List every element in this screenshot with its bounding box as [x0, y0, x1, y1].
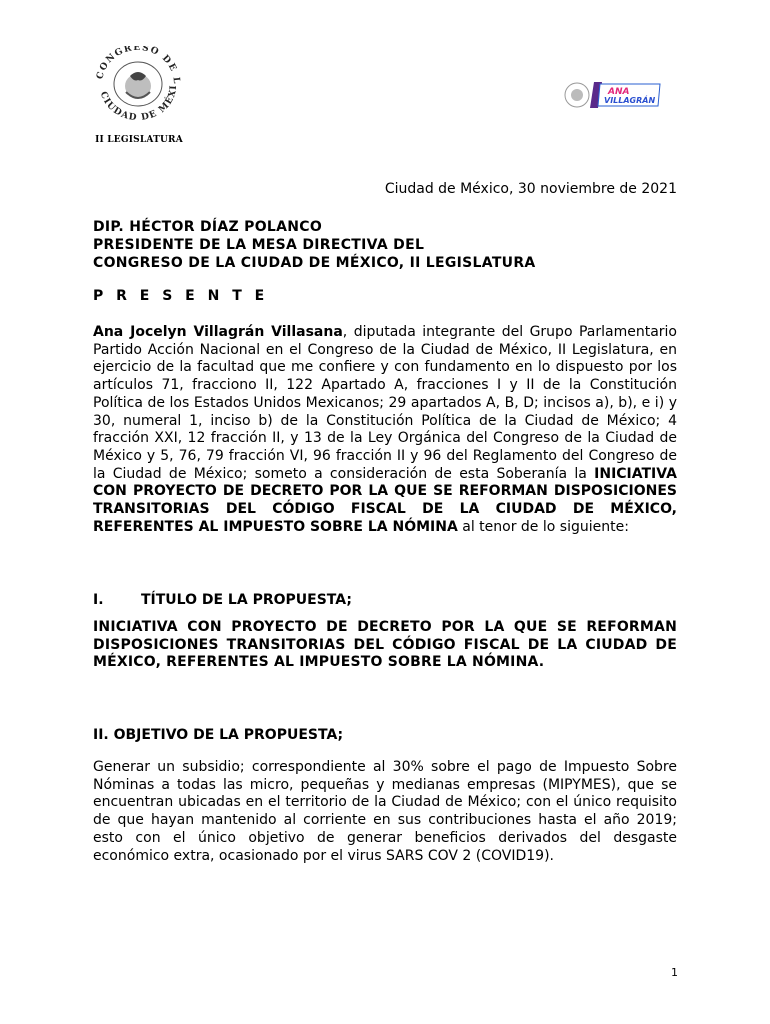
- section-1-number: I.: [93, 592, 104, 608]
- addressee-name: DIP. HÉCTOR DÍAZ POLANCO: [93, 219, 323, 235]
- svg-text:CIUDAD DE MÉXICO: CIUDAD DE MÉXI: [97, 84, 180, 122]
- logo-text-villagran: VILLAGRÁN: [604, 96, 656, 105]
- initiative-name: INICIATIVA CON PROYECTO DE DECRETO POR LA QUE SE REFORMAN DISPOSICIONES TRANSITORIAS DEL CÓDIGO FISCAL DE LA CIUDAD DE MÉXICO, REFERENTES AL IMPUESTO SOBRE LA NÓMINA: [93, 465, 677, 535]
- presente-heading: P R E S E N T E: [93, 288, 269, 304]
- intro-tail: al tenor de lo siguiente:: [457, 518, 629, 535]
- section-2-heading: II. OBJETIVO DE LA PROPUESTA;: [93, 727, 344, 743]
- congress-seal-logo: [92, 46, 184, 122]
- addressee-role: PRESIDENTE DE LA MESA DIRECTIVA DEL: [93, 237, 425, 253]
- page-number: 1: [671, 966, 678, 979]
- section-1-heading: [93, 592, 352, 608]
- ana-villagran-logo: [562, 78, 662, 112]
- legislature-label: II LEGISLATURA: [95, 135, 183, 145]
- section-1-title: TÍTULO DE LA PROPUESTA;: [141, 592, 352, 608]
- addressee-block: [93, 218, 536, 272]
- addressee-institution: CONGRESO DE LA CIUDAD DE MÉXICO, II LEGISLATURA: [93, 255, 536, 271]
- intro-paragraph: [93, 324, 677, 536]
- svg-text:CONGRESO DE LA: CONGRESO DE L: [95, 46, 182, 86]
- proposal-title: INICIATIVA CON PROYECTO DE DECRETO POR LA QUE SE REFORMAN DISPOSICIONES TRANSITORIAS DEL CÓDIGO FISCAL DE LA CIUDAD DE MÉXICO, REFERENTES AL IMPUESTO SOBRE LA NÓMINA.: [93, 619, 677, 671]
- author-name: Ana Jocelyn Villagrán Villasana: [93, 324, 343, 340]
- document-date: Ciudad de México, 30 noviembre de 2021: [384, 181, 677, 197]
- objective-paragraph: Generar un subsidio; correspondiente al 30% sobre el pago de Impuesto Sobre Nóminas a todas las micro, pequeñas y medianas empresas (MIPYMES), que se encuentran ubicadas en el territorio de la Ciudad de México; con el único requisito de que hayan mantenido al corriente en sus contribuciones hasta el año 2019; esto con el único objetivo de generar beneficios derivados del desgaste económico extra, ocasionado por el virus SARS COV 2 (COVID19).: [93, 759, 677, 864]
- logo-text-ana: ANA: [608, 87, 630, 97]
- intro-body: , diputada integrante del Grupo Parlamentario Partido Acción Nacional en el Congreso de la Ciudad de México, II Legislatura, en ejercicio de la facultad que me confiere y con fundamento en lo dispuesto por los artículos 71, fracciono II, 122 Apartado A, fracciones I y II de la Constitución Política de los Estados Unidos Mexicanos; 29 apartados A, B, D; incisos a), b), e i) y 30, numeral 1, inciso b) de la Constitución Política de la Ciudad de México; 4 fracción XXI, 12 fracción II, y 13 de la Ley Orgánica del Congreso de la Ciudad de México y 5, 76, 79 fracción VI, 96 fracción II y 96 del Reglamento del Congreso de la Ciudad de México; someto a consideración de esta Soberanía la: [93, 324, 677, 482]
